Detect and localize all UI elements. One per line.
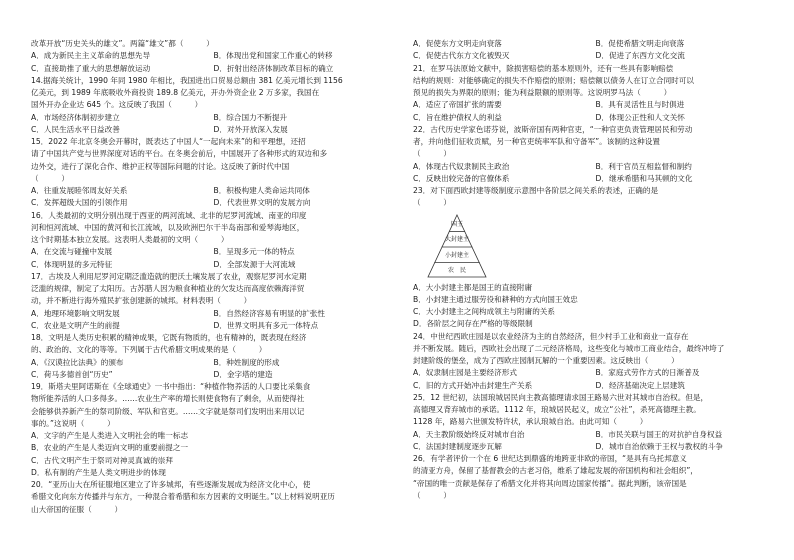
option-row — [413, 161, 778, 173]
answer-option: B．体现出党和国家工作重心的转移 — [213, 51, 333, 61]
answer-option: C．旧的方式开始冲击封建生产关系 — [413, 380, 533, 390]
text-line: 预见的损失为界限的原则；能为利益限额的原则等。这说明罗马法（ ） — [413, 88, 672, 97]
text-line: B．小封建主通过服劳役和耕种的方式向国王效忠 — [413, 294, 578, 304]
text-line: 14.据海关统计，1990 年同 1980 年相比，我国进出口贸易总额由 381 亿美元增长到 1156 — [31, 75, 343, 85]
text-line: 1128 年，路易六世颁发特许状，承认琅城自治。由此可知（ ） — [413, 417, 648, 427]
option-row — [413, 50, 778, 62]
option-row — [31, 308, 396, 320]
answer-option: A．《汉谟拉比法典》的颁布 — [31, 357, 124, 367]
answer-option: A．适应了帝国扩张的需要 — [413, 100, 502, 110]
answer-option: C．反映出较完备的官僚体系 — [413, 173, 510, 183]
option-row — [31, 197, 396, 209]
answer-option: B．种姓制度的形成 — [213, 357, 280, 367]
text-line: 事的。”这说明（ ） — [31, 418, 115, 428]
text-line: C．大小封建主之间构成领主与附庸的关系 — [413, 307, 555, 316]
pyramid-label-peasants: 农 民 — [447, 266, 466, 274]
pyramid-label-small-lords: 小封建主 — [444, 251, 469, 259]
answer-option: D．体现公正性和人文关怀 — [595, 112, 685, 122]
answer-option: A．市场经济体制初步建立 — [31, 112, 120, 122]
option-row — [31, 63, 396, 75]
answer-option: C．促使古代东方文化被毁灭 — [413, 51, 510, 61]
option-row — [413, 173, 778, 185]
answer-option: B．具有灵活性且与时俱进 — [595, 100, 685, 110]
answer-option: A．地理环境影响文明发展 — [31, 308, 120, 318]
answer-option: B．自然经济容易有明显的扩张性 — [213, 308, 326, 318]
text-line: A．文字的产生是人类进入文明社会的唯一标志 — [31, 431, 189, 440]
option-row — [413, 429, 778, 441]
right-column — [413, 38, 778, 502]
answer-option: B．呈现多元一体的特点 — [213, 247, 295, 257]
text-line: 这个时期基本独立发展。这表明人类最初的文明（ ） — [31, 235, 229, 244]
text-line: A．大小封建主都是国王的直接附庸 — [413, 282, 533, 292]
feudal-hierarchy-diagram — [413, 210, 778, 282]
text-line: 19．斯塔夫里阿诺斯在《全球通史》一书中指出：“种植作物养活的人口要比采集食 — [31, 382, 311, 391]
option-row — [31, 357, 396, 369]
option-row — [31, 185, 396, 197]
answer-option: D．折射出经济体制改革目标的确立 — [213, 63, 334, 73]
text-line: 的清亚方舟，保留了基督教会的古老习俗，维系了雄起发展的帝国机构和社会组织”， — [413, 466, 698, 476]
text-line: 希腊文化向东方传播并与东方，一种混合着希腊和东方因素的文明诞生。”以上材料说明亚历 — [31, 492, 335, 502]
text-line: 22．古代历史学家色诺芬说，波斯帝国有两种官吏，“一种官吏负责管理居民和劳动 — [413, 124, 693, 134]
answer-option: D．金字塔的建造 — [213, 369, 273, 379]
text-line: 24．中世纪西欧庄园是以农业经济为主的自然经济，但少村手工业和商业一直存在 — [413, 331, 689, 341]
answer-option: B．综合国力不断提升 — [213, 112, 288, 122]
answer-option: C．直接助推了重大的思想解放运动 — [31, 63, 151, 73]
text-line: （ ） — [413, 149, 451, 159]
answer-option: C．体现明显的多元特征 — [31, 259, 113, 269]
answer-option: D．促进了东西方文化交流 — [595, 51, 685, 61]
option-row — [31, 259, 396, 271]
text-line: 17．古埃及人利用尼罗河定期泛滥造就的肥沃土壤发展了农业，观察尼罗河水定期 — [31, 271, 307, 281]
option-row — [413, 112, 778, 124]
answer-option: D．继承希腊和马其顿的文化 — [595, 173, 693, 183]
text-line: 的、政治的、文化的等等。下列属于古代希腊文明成果的是（ ） — [31, 345, 267, 355]
answer-option: B．利于官员互相监督和制约 — [595, 161, 692, 171]
answer-option: D．世界文明具有多元一体特点 — [213, 320, 319, 330]
text-line: 26．有学者评价一个在 6 世纪达到鼎盛的地跨亚非欧的帝国，“是具有乌托邦意义 — [413, 454, 687, 463]
answer-option: B．市民关联与国王的对抗护自身权益 — [595, 429, 723, 439]
answer-option: C．发挥超级大国的引领作用 — [31, 198, 128, 208]
answer-option: A．往重发展睦邻周友好关系 — [31, 186, 128, 195]
text-line: 封建阶级的堡垒，成为了西欧庄园制瓦解的一个重要因素。这反映出（ ） — [413, 356, 679, 365]
option-row — [413, 380, 778, 392]
text-line: 国外开办企业达 645 个。这反映了我国（ ） — [31, 100, 203, 110]
option-row — [31, 369, 396, 381]
text-line: 并不断发展。随后，西欧社会出现了二元经济格局，这些变化与城市工商业结合，最终冲垮了 — [413, 343, 725, 353]
answer-option: D．全部发源于大河流域 — [213, 259, 296, 269]
answer-option: D．代表世界文明的发展方向 — [213, 198, 311, 208]
answer-option: B．促使希腊文明走向衰落 — [595, 39, 685, 48]
option-row — [413, 99, 778, 111]
text-line: “帝国的唯一贡献是保存了希腊文化并将其向周边国家传播”。据此判断，该帝国是 — [413, 478, 687, 488]
option-row — [413, 367, 778, 379]
right-column-bottom — [413, 282, 778, 503]
option-row — [413, 38, 778, 50]
right-column-top — [413, 38, 778, 210]
text-line: 者，并向他们征收贡赋，另一种官吏统率军队和守备军”。该制的这种设置 — [413, 137, 660, 146]
text-line: 亿美元，到 1989 年底吸收外商投资 189.8 亿美元，开办外资企业 2 万多家，我国在 — [31, 88, 320, 97]
answer-option: B．积极构建人类命运共同体 — [213, 186, 310, 195]
text-line: 动，并不断进行海外殖民扩张创建新的城邦。材料表明（ ） — [31, 296, 252, 306]
answer-option: D．经济基础决定上层建筑 — [595, 380, 685, 390]
text-line: 高德理又背弃城市的承诺。1112 年，琅城居民起义，成立“公社”，杀死高德理主教。 — [413, 405, 701, 414]
text-line: D．各阶层之间存在严格的等级限制 — [413, 319, 533, 329]
text-line: 山大帝国的征服（ ） — [31, 504, 123, 514]
text-line: 16．人类最初的文明分别出现于西亚的两河流域、北非的尼罗河流域、南亚的印度 — [31, 210, 307, 220]
answer-option: D．对外开放深入发展 — [213, 124, 288, 134]
text-line: 边外交，进行了深化合作、维护正权等国际问题的讨论。这反映了新时代中国 — [31, 161, 290, 171]
text-line: 河和恒河流域、中国的黄河和长江流域，以及欧洲巴尔干半岛南部和爱琴海地区， — [31, 222, 305, 232]
text-line: 20．“亚历山大在所征服地区建立了许多城邦，有些逐渐发展成为经济文化中心，使 — [31, 480, 311, 489]
option-row — [413, 441, 778, 453]
answer-option: A．天主教阶级始终反对城市自治 — [413, 429, 525, 439]
text-line: 18．文明是人类历史积累的精神成果，它既有物质的，也有精神的，既表现在经济 — [31, 333, 307, 342]
text-line: （ ） — [413, 490, 451, 500]
answer-option: C．人民生活水平日益改善 — [31, 124, 120, 134]
answer-option: C．旨在维护债权人的利益 — [413, 112, 502, 122]
answer-option: D．城市自治依赖于王权与教权的斗争 — [595, 441, 723, 451]
text-line: 物所能养活的人口多得多。……农业生产率的增长则使食物有了剩余，从而使得社 — [31, 394, 305, 404]
answer-option: C．法国封建制度逐步瓦解 — [413, 441, 502, 451]
option-row — [31, 320, 396, 332]
answer-option: A．在交流与碰撞中发展 — [31, 247, 113, 257]
answer-option: C．荷马多德首创“历史” — [31, 369, 113, 379]
option-row — [31, 124, 396, 136]
text-line: 15．2022 年北京冬奥会开幕时，既表达了中国人“一起向未来”的和平理想，还招 — [31, 137, 306, 146]
text-line: （ ） — [413, 198, 451, 208]
text-line: 会能够供养新产生的祭司阶级、军队和官吏。……文字就是祭司们发明出来用以记 — [31, 406, 305, 416]
text-line: 改革开放“历史关头的雄文”。两篇“雄文”都（ ） — [31, 39, 214, 48]
option-row — [31, 246, 396, 258]
answer-option: B．家庭式劳作方式的日渐普及 — [595, 368, 700, 378]
pyramid-label-king: 国王 — [450, 220, 463, 228]
text-line: D．私有制的产生是人类文明进步的体现 — [31, 467, 166, 477]
text-line: C．古代文明产生于祭司对神灵真诚的崇拜 — [31, 455, 173, 465]
text-line: 23．对下面西欧封建等级制度示意图中各阶层之间关系的表述，正确的是 — [413, 186, 659, 195]
answer-option: A．促使东方文明走向衰落 — [413, 39, 502, 48]
text-line: （ ） — [31, 173, 69, 183]
answer-option: C．农业是文明产生的前提 — [31, 320, 120, 330]
answer-option: A．奴隶制庄园是主要经济形式 — [413, 368, 517, 378]
text-line: B．农业的产生是人类迈向文明的重要前提之一 — [31, 443, 189, 453]
answer-option: A．体现古代奴隶制民主政治 — [413, 161, 510, 171]
text-line: 泛滥的规律，制定了太阳历。古苏腊人因为粮食种植业的欠发达而高度依赖海洋贸 — [31, 284, 305, 293]
text-line: 21．在罗马法原始文献中，除损害赔偿的基本原则外，还有一些具有影响赔偿 — [413, 63, 674, 73]
text-line: 结构的规则：对能够确定的损失不作赔偿的原则；赔偿额以债务人在订立合同时可以 — [413, 75, 694, 85]
option-row — [31, 112, 396, 124]
answer-option: A．成为新民主主义革命的思想先导 — [31, 51, 151, 61]
text-line: 25．12 世纪初，法国琅城居民向主教高德理请求国王路易六世对其城市自治权。但是， — [413, 392, 709, 402]
left-column — [31, 38, 396, 516]
pyramid-label-great-lords: 大封建主 — [444, 235, 469, 243]
option-row — [31, 50, 396, 62]
text-line: 请了中国共产党与世界深度对话的平台。在冬奥会前后，中国展开了各种形式的双边和多 — [31, 149, 328, 159]
